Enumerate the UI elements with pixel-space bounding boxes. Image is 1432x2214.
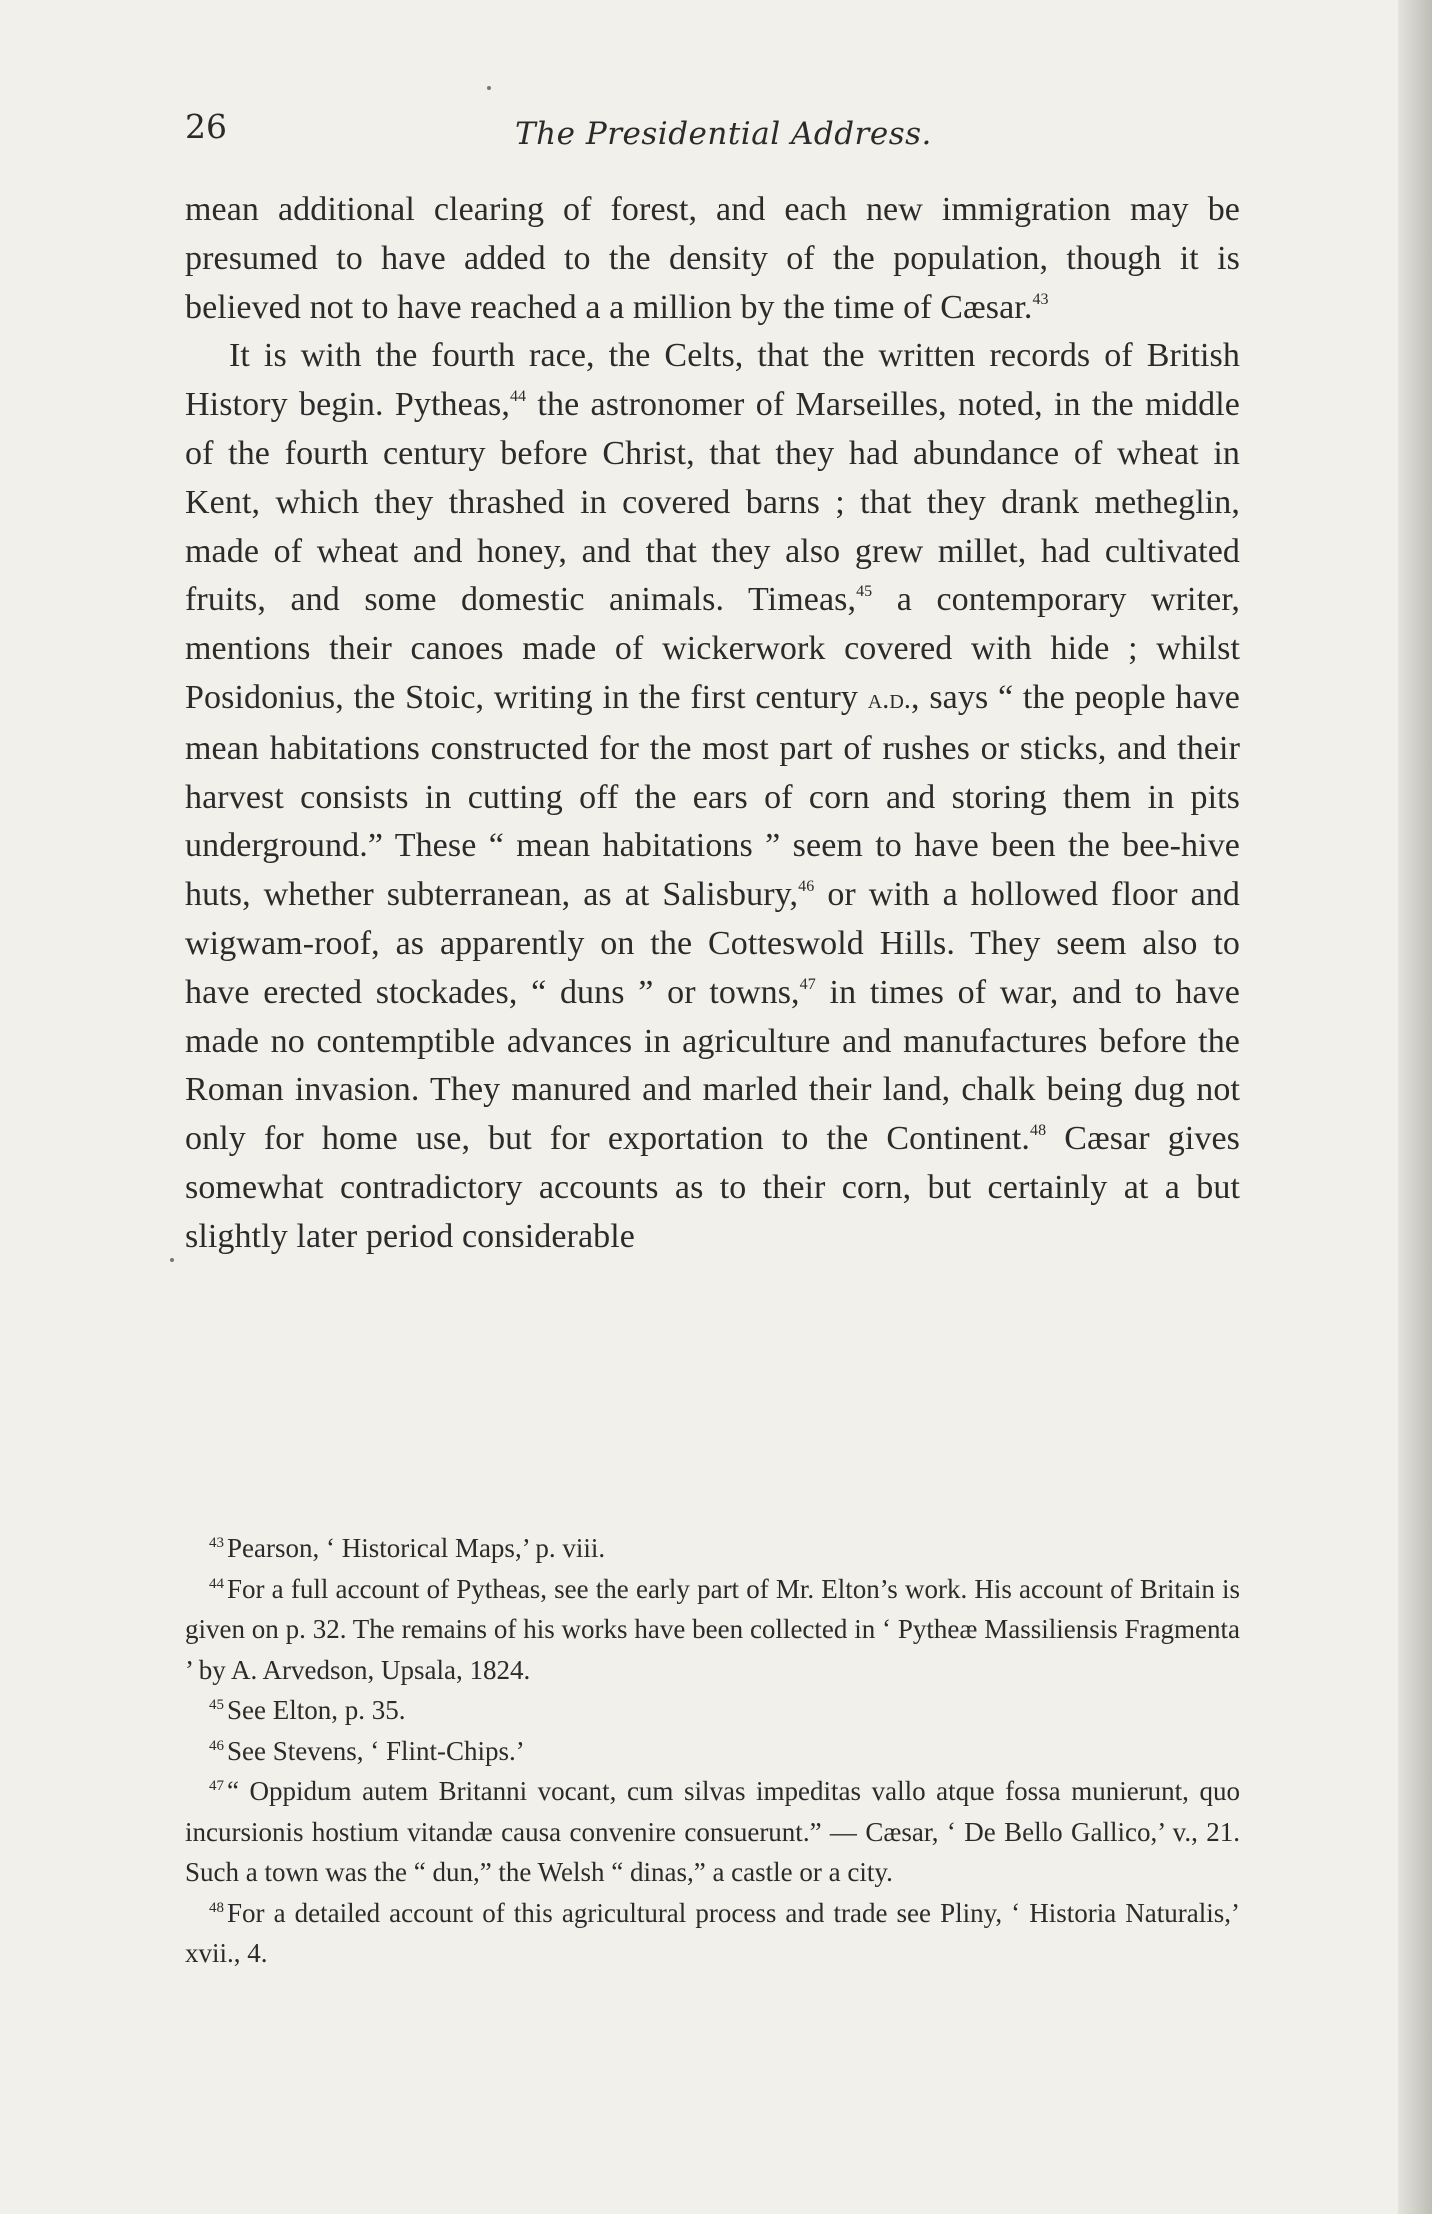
paragraph-text: , says “ the people have mean habitations constructed for the most part of rushes or sticks, and their harvest consists in cutting off the ears of corn and storing them in pits underground.” These “ mean habitations ” seem to have been the bee-hive huts, whether subterranean, as at Salisbury, xyxy=(185,678,1240,914)
body-text xyxy=(185,186,1240,1262)
footnote xyxy=(185,1771,1240,1893)
footnote-ref: 43 xyxy=(1032,290,1049,308)
page-number: 26 xyxy=(185,107,227,146)
footnote xyxy=(185,1528,1240,1569)
footnote-text: Pearson, ‘ Historical Maps,’ p. viii. xyxy=(227,1533,606,1563)
footnote xyxy=(185,1569,1240,1691)
footnote-ref: 45 xyxy=(856,583,873,601)
footnote-text: For a detailed account of this agricultural process and trade see Pliny, ‘ Historia Naturalis,’ xvii., 4. xyxy=(185,1897,1240,1968)
page-header xyxy=(185,106,1245,166)
footnote-ref: 44 xyxy=(509,388,527,406)
footnote-number: 47 xyxy=(209,1778,224,1794)
footnote-text: See Elton, p. 35. xyxy=(227,1695,406,1725)
page-edge-shadow xyxy=(1398,0,1432,2214)
paragraph-text: the astronomer of Marseilles, noted, in the middle of the fourth century before Christ, that they had abundance of wheat in Kent, which they thrashed in covered barns ; that they drank metheglin, made of wheat and honey, and that they also grew millet, had cultivated fruits, and some domestic animals. Timeas, xyxy=(185,386,1240,619)
footnote-ref: 48 xyxy=(1029,1122,1047,1140)
paragraph-text: or with a hollowed floor and wigwam-roof, as apparently on the Cotteswold Hills. They seem also to have erected stockades, “ duns ” or towns, xyxy=(185,876,1240,1011)
footnote xyxy=(185,1893,1240,1974)
footnote-number: 46 xyxy=(209,1737,224,1754)
paragraph-text: Cæsar gives somewhat contradictory accounts as to their corn, but certainly at a but slightly later period considerable xyxy=(185,1120,1241,1255)
paragraph-text: It is with the fourth race, the Celts, that the written records of British History begin. Pytheas, xyxy=(185,337,1240,424)
footnote-ref: 46 xyxy=(798,878,815,896)
era-abbreviation: a.d. xyxy=(867,683,912,715)
footnote-text: For a full account of Pytheas, see the early part of Mr. Elton’s work. His account of Britain is given on p. 32. The remains of his works have been collected in ‘ Pytheæ Massiliensis Fragmenta ’ by A. Arvedson, Upsala, 1824. xyxy=(185,1573,1240,1685)
footnote-number: 45 xyxy=(209,1697,224,1713)
print-speck xyxy=(487,86,491,90)
paragraph-text: mean additional clearing of forest, and each new immigration may be presumed to have added to the density of the population, though it is believed not to have reached a a million by the time of Cæsar. xyxy=(185,191,1240,326)
paragraph xyxy=(185,332,1240,1261)
footnote xyxy=(185,1690,1240,1731)
footnote-ref: 47 xyxy=(799,975,816,993)
paragraph xyxy=(185,186,1240,332)
footnote-number: 44 xyxy=(209,1575,224,1592)
footnote-text: See Stevens, ‘ Flint-Chips.’ xyxy=(227,1735,525,1766)
footnote-text: “ Oppidum autem Britanni vocant, cum silvas impeditas vallo atque fossa munierunt, quo incursionis hostium vitandæ causa convenire consuerunt.” — Cæsar, ‘ De Bello Gallico,’ v., 21. Such a town was the “ dun,” the Welsh “ dinas,” a castle or a city. xyxy=(185,1776,1240,1887)
footnote xyxy=(185,1731,1240,1772)
paragraph-text: a contemporary writer, mentions their canoes made of wickerwork covered with hide ; whilst Posidonius, the Stoic, writing in the first century xyxy=(185,581,1240,716)
print-speck xyxy=(170,1258,174,1262)
footnote-number: 43 xyxy=(209,1535,224,1551)
footnotes xyxy=(185,1528,1240,1974)
footnote-number: 48 xyxy=(209,1899,224,1916)
paragraph-text: in times of war, and to have made no contemptible advances in agriculture and manufactures before the Roman invasion. They manured and marled their land, chalk being dug not only for home use, but for exportation to the Continent. xyxy=(185,973,1240,1158)
running-title: The Presidential Address. xyxy=(515,116,932,152)
